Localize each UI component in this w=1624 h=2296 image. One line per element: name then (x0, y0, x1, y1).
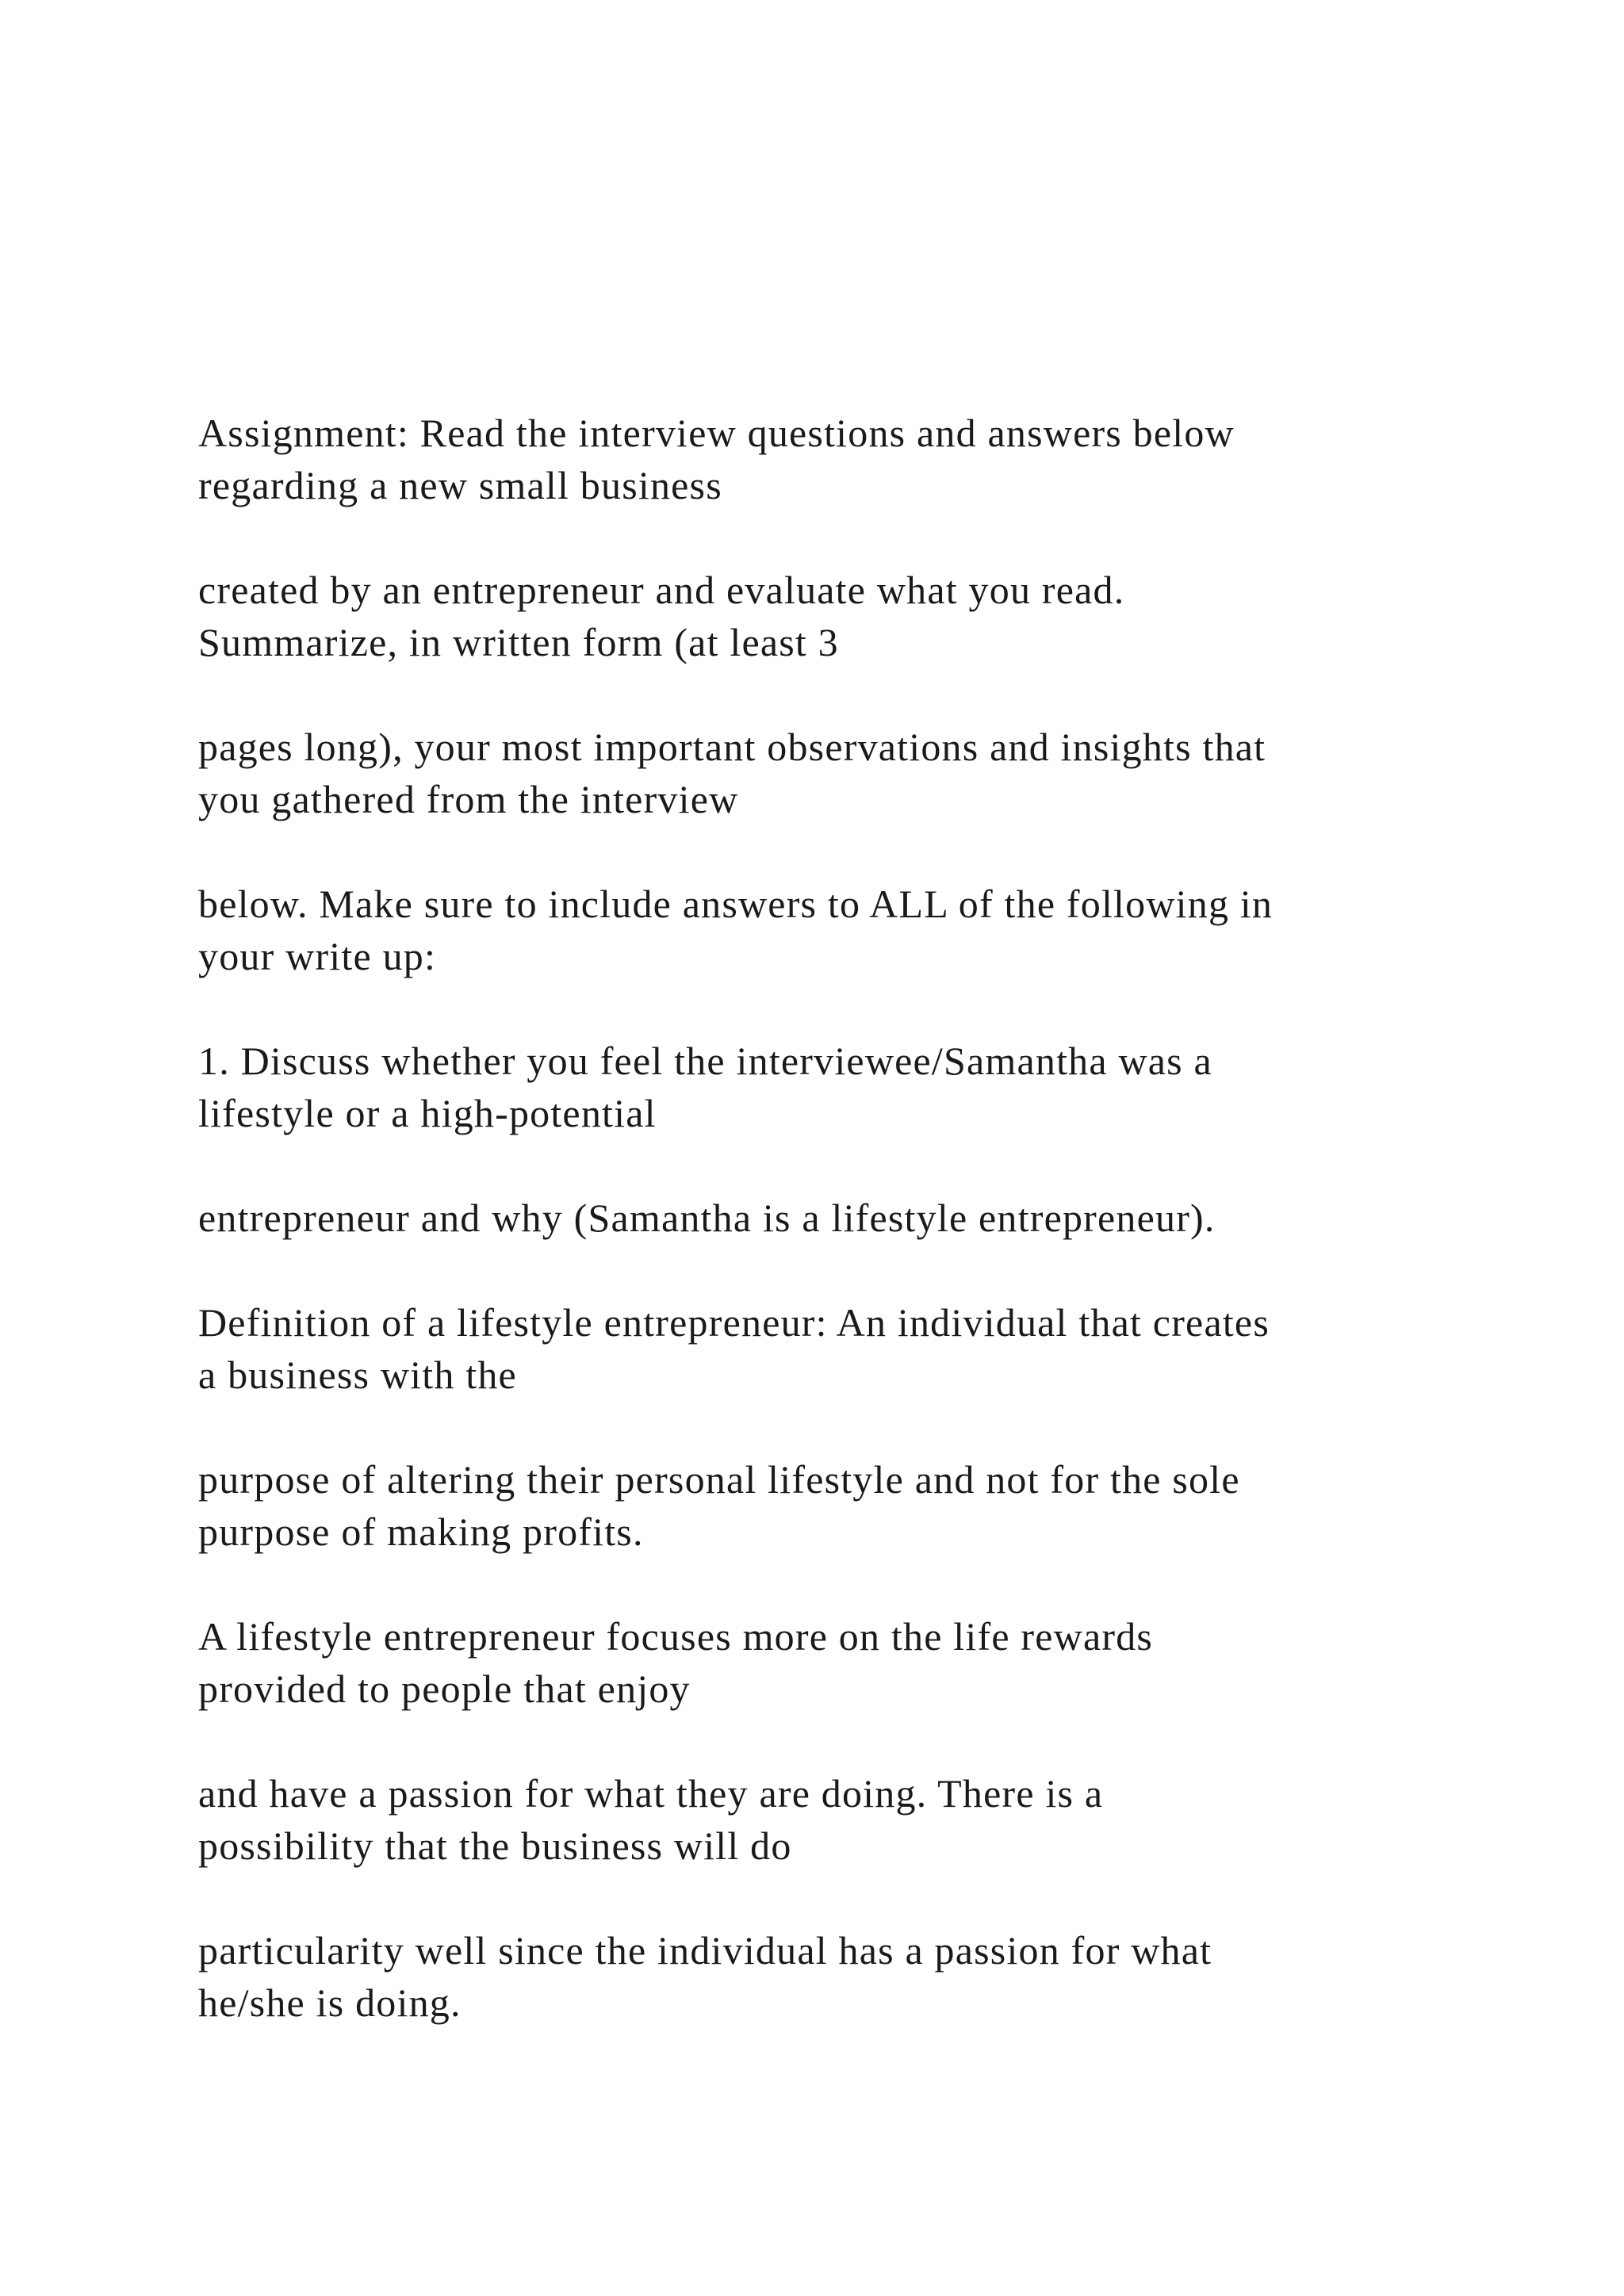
text-line: Assignment: Read the interview questions and answers below (198, 411, 1235, 455)
text-line: entrepreneur and why (Samantha is a lifestyle entrepreneur). (198, 1196, 1216, 1240)
document-body (198, 407, 1546, 2081)
text-line: lifestyle or a high-potential (198, 1091, 657, 1135)
text-line: regarding a new small business (198, 463, 722, 507)
text-line: a business with the (198, 1353, 517, 1397)
paragraph-evaluate (198, 564, 1546, 668)
paragraph-definition (198, 1296, 1546, 1401)
text-line: pages long), your most important observations and insights that (198, 725, 1266, 769)
text-line: Summarize, in written form (at least 3 (198, 620, 839, 664)
paragraph-observations (198, 721, 1546, 825)
text-line: provided to people that enjoy (198, 1667, 691, 1711)
paragraph-question-1 (198, 1035, 1546, 1139)
text-line: particularity well since the individual has a passion for what (198, 1928, 1212, 1973)
text-line: your write up: (198, 934, 437, 978)
text-line: he/she is doing. (198, 1980, 462, 2025)
text-line: you gathered from the interview (198, 777, 739, 821)
text-line: possibility that the business will do (198, 1823, 792, 1868)
text-line: and have a passion for what they are doing. There is a (198, 1771, 1104, 1816)
paragraph-particularity (198, 1924, 1546, 2029)
paragraph-life-rewards (198, 1610, 1546, 1715)
paragraph-purpose (198, 1453, 1546, 1558)
text-line: created by an entrepreneur and evaluate what you read. (198, 568, 1125, 612)
text-line: Definition of a lifestyle entrepreneur: An individual that creates (198, 1300, 1270, 1345)
paragraph-assignment-intro (198, 407, 1546, 511)
paragraph-passion (198, 1767, 1546, 1872)
text-line: A lifestyle entrepreneur focuses more on the life rewards (198, 1614, 1154, 1659)
text-line: purpose of making profits. (198, 1510, 644, 1554)
text-line: below. Make sure to include answers to ALL of the following in (198, 882, 1274, 926)
paragraph-entrepreneur-why (198, 1192, 1546, 1244)
paragraph-include-answers (198, 878, 1546, 982)
text-line: 1. Discuss whether you feel the interviewee/Samantha was a (198, 1039, 1212, 1083)
text-line: purpose of altering their personal lifestyle and not for the sole (198, 1457, 1240, 1502)
